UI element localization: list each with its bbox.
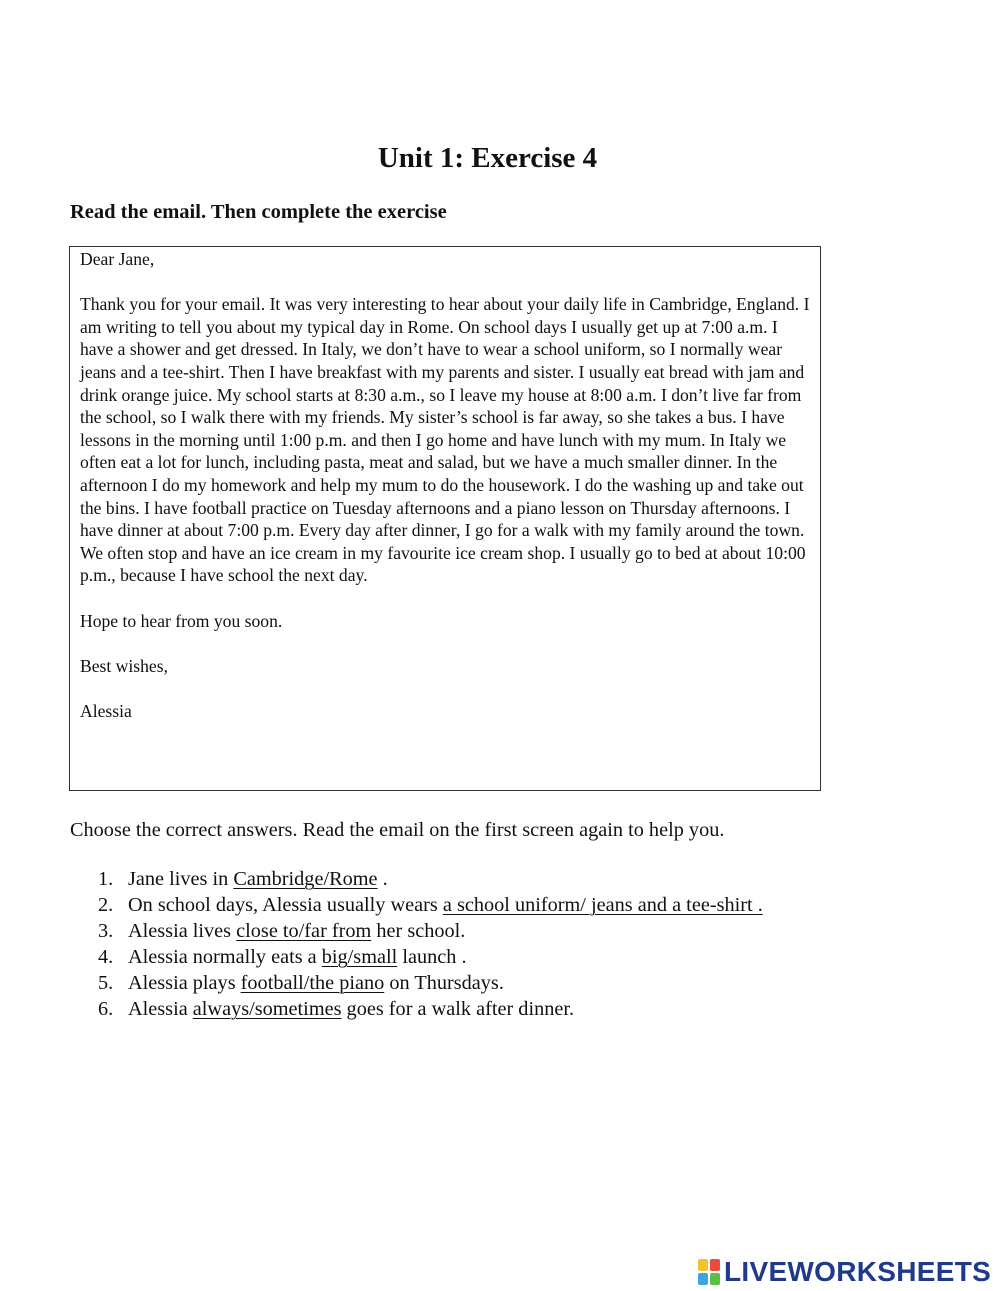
exercise-prompt: Choose the correct answers. Read the email on the first screen again to help you. (70, 819, 725, 841)
logo-text: LIVEWORKSHEETS (724, 1256, 992, 1287)
question-text-after: launch . (397, 946, 467, 968)
question-text-before: Alessia normally eats a (128, 946, 322, 968)
instruction-heading: Read the email. Then complete the exercise (70, 201, 447, 223)
email-box (69, 246, 821, 791)
question-number: 5. (98, 972, 114, 994)
email-body: Thank you for your email. It was very interesting to hear about your daily life in Cambridge, England. I am writing to tell you about my typical day in Rome. On school days I usually get up at 7:00 a.m. I have a shower and get dressed. In Italy, we don’t have to wear a school uniform, so I normally wear jeans and a tee-shirt. Then I have breakfast with my parents and sister. I usually eat bread with jam and drink orange juice. My school starts at 8:30 a.m., so I leave my house at 8:00 a.m. I don’t live far from the school, so I walk there with my friends. My sister’s school is far away, so she takes a bus. I have lessons in the morning until 1:00 p.m. and then I go home and have lunch with my mum. In Italy we often eat a lot for lunch, including pasta, meat and salad, but we have a much smaller dinner. In the afternoon I do my homework and help my mum to do the housework. I do the washing up and take out the bins. I have football practice on Tuesday afternoons and a piano lesson on Thursday afternoons. I have dinner at about 7:00 p.m. Every day after dinner, I go for a walk with my family around the town. We often stop and have an ice cream in my favourite ice cream shop. I usually go to bed at about 10:00 p.m., because I have school the next day. (80, 294, 810, 586)
logo-square-icon (698, 1273, 708, 1285)
answer-choice[interactable]: a school uniform/ jeans and a tee-shirt . (442, 894, 763, 916)
logo-mark-icon (698, 1259, 720, 1285)
question-number: 6. (98, 998, 114, 1020)
question-text-after: goes for a walk after dinner. (341, 998, 575, 1020)
question-list (98, 866, 763, 1022)
email-greeting: Dear Jane, (80, 249, 155, 269)
question-number: 4. (98, 946, 114, 968)
question-item (98, 892, 763, 918)
answer-choice[interactable]: close to/far from (236, 920, 372, 942)
question-number: 3. (98, 920, 114, 942)
question-text-before: Alessia plays (128, 972, 241, 994)
page-title: Unit 1: Exercise 4 (377, 142, 598, 174)
question-text-before: Alessia lives (128, 920, 237, 942)
question-item (98, 866, 763, 892)
question-item (98, 996, 763, 1022)
question-text-before: On school days, Alessia usually wears (128, 894, 443, 916)
email-closing: Hope to hear from you soon. (80, 610, 283, 631)
question-text-after: . (377, 868, 388, 890)
email-wishes: Best wishes, (80, 655, 168, 676)
question-item (98, 944, 763, 970)
logo-square-icon (698, 1259, 708, 1271)
answer-choice[interactable]: football/the piano (240, 972, 385, 994)
liveworksheets-logo (698, 1256, 991, 1288)
question-text-before: Alessia (128, 998, 193, 1020)
question-text-after: her school. (371, 920, 466, 942)
question-number: 2. (98, 894, 114, 916)
question-item (98, 918, 763, 944)
logo-square-icon (710, 1259, 720, 1271)
question-number: 1. (98, 868, 114, 890)
answer-choice[interactable]: big/small (321, 946, 398, 968)
answer-choice[interactable]: always/sometimes (192, 998, 342, 1020)
email-signature: Alessia (80, 700, 132, 721)
logo-square-icon (710, 1273, 720, 1285)
question-text-before: Jane lives in (128, 868, 234, 890)
question-text-after: on Thursdays. (384, 972, 504, 994)
question-item (98, 970, 763, 996)
answer-choice[interactable]: Cambridge/Rome (233, 868, 378, 890)
